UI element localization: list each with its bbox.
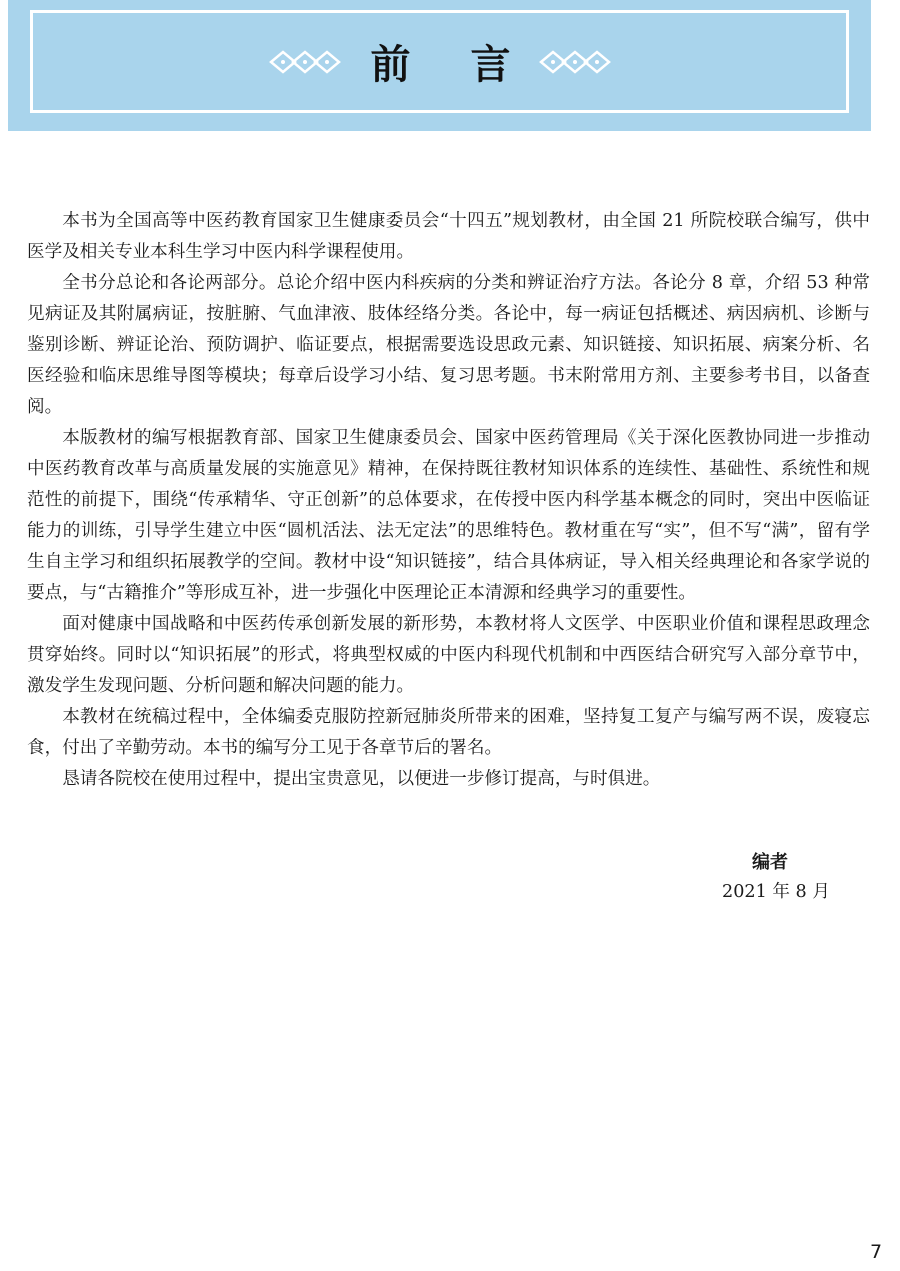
paragraph-4: 面对健康中国战略和中医药传承创新发展的新形势，本教材将人文医学、中医职业价值和课程思政理念贯穿始终。同时以“知识拓展”的形式，将典型权威的中医内科现代机制和中西医结合研究写入部分章节中，激发学生发现问题、分析问题和解决问题的能力。 <box>27 614 870 696</box>
paragraph-5: 本教材在统稿过程中，全体编委克服防控新冠肺炎所带来的困难，坚持复工复产与编写两不误，废寝忘食，付出了辛勤劳动。本书的编写分工见于各章节后的署名。 <box>27 707 870 758</box>
preface-body <box>27 206 870 795</box>
page-title-char-1: 前 <box>370 41 471 88</box>
right-diamond-ornament-icon <box>537 49 611 75</box>
header-frame <box>30 10 849 113</box>
signature-name: 编者 <box>752 852 788 873</box>
page-number: 7 <box>870 1241 883 1263</box>
signature-date: 2021 年 8 月 <box>722 882 830 902</box>
paragraph-3: 本版教材的编写根据教育部、国家卫生健康委员会、国家中医药管理局《关于深化医教协同进一步推动中医药教育改革与高质量发展的实施意见》精神，在保持既往教材知识体系的连续性、基础性、系统性和规范性的前提下，围绕“传承精华、守正创新”的总体要求，在传授中医内科学基本概念的同时，突出中医临证能力的训练，引导学生建立中医“圆机活法、法无定法”的思维特色。教材重在写“实”，但不写“满”，留有学生自主学习和组织拓展教学的空间。教材中设“知识链接”，结合具体病证，导入相关经典理论和各家学说的要点，与“古籍推介”等形成互补，进一步强化中医理论正本清源和经典学习的重要性。 <box>27 428 870 603</box>
paragraph-1: 本书为全国高等中医药教育国家卫生健康委员会“十四五”规划教材，由全国 21 所院校联合编写，供中医学及相关专业本科生学习中医内科学课程使用。 <box>27 211 870 262</box>
left-diamond-ornament-icon <box>269 49 343 75</box>
page-title <box>371 33 511 90</box>
header-banner <box>8 0 871 131</box>
paragraph-2: 全书分总论和各论两部分。总论介绍中医内科疾病的分类和辨证治疗方法。各论分 8 章，介绍 53 种常见病证及其附属病证，按脏腑、气血津液、肢体经络分类。各论中，每一病证包括概述、病因病机、诊断与鉴别诊断、辨证论治、预防调护、临证要点，根据需要选设思政元素、知识链接、知识拓展、病案分析、名医经验和临床思维导图等模块；每章后设学习小结、复习思考题。书末附常用方剂、主要参考书目，以备查阅。 <box>27 273 870 417</box>
paragraph-6: 恳请各院校在使用过程中，提出宝贵意见，以便进一步修订提高，与时俱进。 <box>62 769 661 789</box>
page-title-char-2: 言 <box>470 41 511 88</box>
